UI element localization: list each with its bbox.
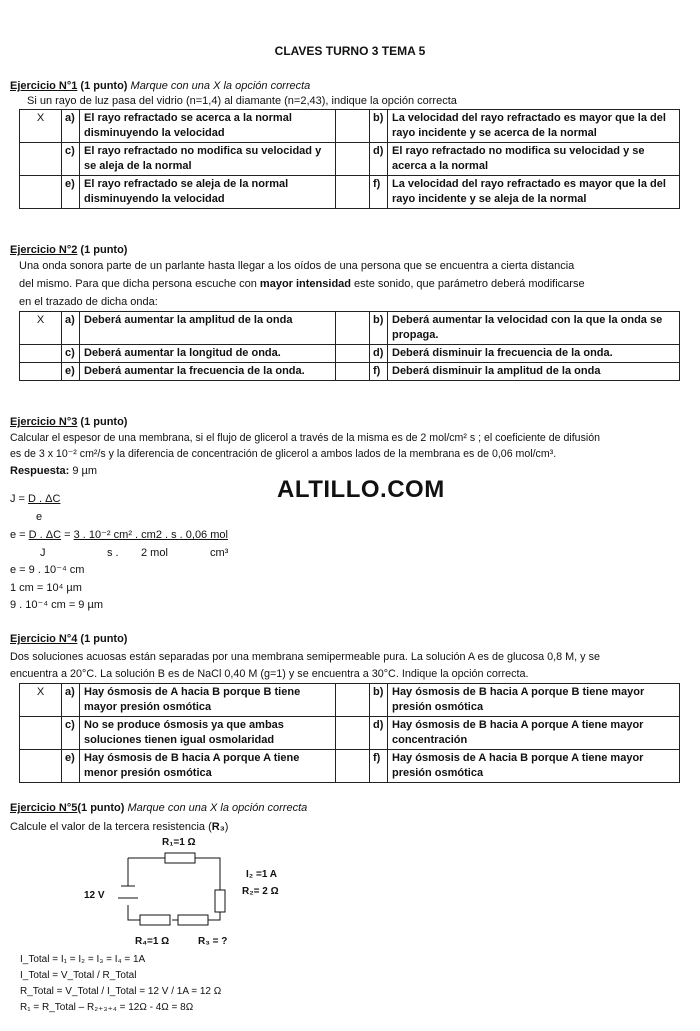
- formula-numerator: 3 . 10⁻² cm² . cm2 . s . 0,06 mol: [73, 529, 228, 541]
- exercise-1-points: (1 punto): [77, 80, 131, 92]
- option-text: Hay ósmosis de B hacia A porque A tiene mayor concentración: [388, 717, 680, 750]
- exercise-5-heading: [10, 802, 307, 814]
- text-fragment: ): [224, 821, 229, 833]
- label-r4: R₄=1 Ω: [135, 936, 170, 947]
- option-text: La velocidad del rayo refractado es mayor que la del rayo incidente y se acerca de la normal: [388, 110, 680, 143]
- option-letter: e): [62, 750, 80, 783]
- answer-mark-cell[interactable]: [336, 750, 370, 783]
- emphasis-text: mayor intensidad: [259, 278, 351, 290]
- formula-flux-denominator: e: [36, 511, 43, 523]
- answer-mark-cell[interactable]: [336, 717, 370, 750]
- options-row: [20, 143, 680, 176]
- answer-value: 9 µm: [69, 465, 98, 477]
- exercise-1-options-table: [19, 109, 680, 209]
- option-letter: d): [370, 717, 388, 750]
- result-line-3: 9 . 10⁻⁴ cm = 9 µm: [10, 599, 103, 611]
- answer-mark-cell[interactable]: [336, 312, 370, 345]
- option-text: Hay ósmosis de A hacia B porque B tiene mayor presión osmótica: [80, 684, 336, 717]
- wire: [128, 905, 140, 920]
- text-fragment: del mismo. Para que dicha persona escuche con: [19, 278, 260, 290]
- formula-flux: [10, 491, 60, 508]
- answer-mark-cell[interactable]: [20, 345, 62, 363]
- label-i2: I₂ =1 A: [246, 869, 278, 880]
- formula-thickness: [10, 527, 228, 544]
- exercise-1-number: Ejercicio N°1: [10, 80, 78, 92]
- answer-mark-cell[interactable]: [20, 363, 62, 381]
- option-text: El rayo refractado no modifica su velocidad y se acerca a la normal: [388, 143, 680, 176]
- solution-line-1: I_Total = I₁ = I₂ = I₃ = I₄ = 1A: [20, 954, 146, 965]
- option-text: Deberá disminuir la frecuencia de la onda.: [388, 345, 680, 363]
- result-line-1: e = 9 . 10⁻⁴ cm: [10, 564, 85, 576]
- option-letter: e): [62, 176, 80, 209]
- option-text: El rayo refractado se acerca a la normal disminuyendo la velocidad: [80, 110, 336, 143]
- exercise-4-heading: [10, 633, 127, 645]
- answer-mark-cell[interactable]: [336, 684, 370, 717]
- exercise-3-answer: [10, 463, 97, 480]
- solution-line-2: I_Total = V_Total / R_Total: [20, 970, 137, 981]
- option-text: El rayo refractado no modifica su velocidad y se aleja de la normal: [80, 143, 336, 176]
- resistor-r2: [215, 890, 225, 912]
- option-text: Hay ósmosis de B hacia A porque B tiene mayor presión osmótica: [388, 684, 680, 717]
- option-text: No se produce ósmosis ya que ambas soluciones tienen igual osmolaridad: [80, 717, 336, 750]
- options-row: [20, 717, 680, 750]
- option-letter: d): [370, 345, 388, 363]
- formula-part: =: [61, 529, 74, 541]
- label-voltage: 12 V: [84, 890, 105, 901]
- answer-mark-cell[interactable]: [20, 143, 62, 176]
- label-r3: R₃ = ?: [198, 936, 228, 947]
- answer-mark-cell[interactable]: [336, 176, 370, 209]
- option-text: El rayo refractado se aleja de la normal disminuyendo la velocidad: [80, 176, 336, 209]
- option-text: Hay ósmosis de B hacia A porque A tiene menor presión osmótica: [80, 750, 336, 783]
- exercise-3-number: Ejercicio N°3: [10, 416, 78, 428]
- answer-mark-cell[interactable]: [20, 176, 62, 209]
- option-letter: f): [370, 176, 388, 209]
- formula-denominator-mol: 2 mol: [141, 547, 168, 559]
- emphasis-text: R₃: [211, 821, 225, 833]
- option-text: Deberá disminuir la amplitud de la onda: [388, 363, 680, 381]
- exercise-4-text-line-2: encuentra a 20°C. La solución B es de NaCl 0,40 M (g=1) y se encuentra a 30°C. Indique la opción correcta.: [10, 668, 529, 680]
- formula-numerator: D . ΔC: [28, 493, 61, 505]
- option-letter: e): [62, 363, 80, 381]
- option-letter: f): [370, 750, 388, 783]
- option-text: Deberá aumentar la amplitud de la onda: [80, 312, 336, 345]
- exercise-2-text-line-2: [19, 276, 585, 293]
- wire: [195, 858, 220, 890]
- exercise-3-heading: [10, 416, 127, 428]
- answer-mark-cell[interactable]: [20, 750, 62, 783]
- option-text: La velocidad del rayo refractado es mayor que la del rayo incidente y se aleja de la normal: [388, 176, 680, 209]
- option-letter: c): [62, 717, 80, 750]
- options-row: [20, 345, 680, 363]
- answer-label: Respuesta:: [10, 465, 70, 477]
- answer-mark-cell[interactable]: [20, 717, 62, 750]
- formula-part: e =: [10, 529, 29, 541]
- exercise-2-points: (1 punto): [77, 244, 128, 256]
- page-title: CLAVES TURNO 3 TEMA 5: [274, 44, 426, 58]
- option-letter: d): [370, 143, 388, 176]
- answer-mark-cell[interactable]: [336, 143, 370, 176]
- option-letter: b): [370, 312, 388, 345]
- options-row: [20, 110, 680, 143]
- exercise-3-points: (1 punto): [77, 416, 128, 428]
- answer-mark-cell[interactable]: [336, 363, 370, 381]
- exercise-4-options-table: [19, 683, 680, 783]
- options-row: [20, 363, 680, 381]
- options-row: [20, 176, 680, 209]
- resistor-r4: [140, 915, 170, 925]
- answer-mark-cell[interactable]: X: [20, 684, 62, 717]
- text-fragment: Calcule el valor de la tercera resistencia (: [10, 821, 212, 833]
- exercise-4-text-line-1: Dos soluciones acuosas están separadas por una membrana semipermeable pura. La solución A es de glucosa 0,8 M, y se: [10, 651, 600, 663]
- option-text: Deberá aumentar la longitud de onda.: [80, 345, 336, 363]
- option-letter: c): [62, 345, 80, 363]
- text-fragment: este sonido, que parámetro deberá modificarse: [351, 278, 585, 290]
- formula-numerator: D . ΔC: [28, 529, 62, 541]
- answer-mark-cell[interactable]: X: [20, 312, 62, 345]
- resistor-r1: [165, 853, 195, 863]
- exercise-1-heading: [10, 80, 310, 92]
- options-row: [20, 312, 680, 345]
- exercise-3-text-line-2: es de 3 x 10⁻² cm²/s y la diferencia de concentración de glicerol a ambos lados de la membrana es de 0,06 mol/cm³.: [10, 448, 557, 460]
- solution-line-4: R₁ = R_Total – R₂₊₃₊₄ = 12Ω - 4Ω = 8Ω: [20, 1002, 194, 1013]
- exercise-2-text-line-3: en el trazado de dicha onda:: [19, 296, 158, 308]
- formula-denominator-j: J: [40, 547, 46, 559]
- exercise-2-options-table: [19, 311, 680, 381]
- exercise-1-question: Si un rayo de luz pasa del vidrio (n=1,4) al diamante (n=2,43), indique la opción correcta: [27, 95, 457, 107]
- options-row: [20, 684, 680, 717]
- label-r1: R₁=1 Ω: [162, 837, 196, 848]
- label-r2: R₂= 2 Ω: [242, 886, 279, 897]
- exercise-5-number: Ejercicio N°5: [10, 802, 78, 814]
- answer-mark-cell[interactable]: [336, 110, 370, 143]
- exercise-2-heading: [10, 244, 127, 256]
- exercise-5-points: (1 punto): [77, 802, 128, 814]
- solution-line-3: R_Total = V_Total / I_Total = 12 V / 1A = 12 Ω: [20, 986, 222, 997]
- option-letter: a): [62, 312, 80, 345]
- option-letter: f): [370, 363, 388, 381]
- option-text: Hay ósmosis de A hacia B porque A tiene mayor presión osmótica: [388, 750, 680, 783]
- options-row: [20, 750, 680, 783]
- wire: [208, 912, 220, 920]
- result-line-2: 1 cm = 10⁴ µm: [10, 582, 82, 594]
- answer-mark-cell[interactable]: [336, 345, 370, 363]
- exercise-5-instruction: Marque con una X la opción correcta: [127, 802, 308, 814]
- formula-part: J =: [10, 493, 29, 505]
- exercise-2-number: Ejercicio N°2: [10, 244, 78, 256]
- option-letter: b): [370, 684, 388, 717]
- formula-denominator-cm3: cm³: [210, 547, 229, 559]
- option-text: Deberá aumentar la frecuencia de la onda.: [80, 363, 336, 381]
- exercise-4-number: Ejercicio N°4: [10, 633, 78, 645]
- exercise-3-text-line-1: Calcular el espesor de una membrana, si el flujo de glicerol a través de la misma es de 2 mol/cm² s ; el coeficiente de difusión: [10, 432, 601, 444]
- option-letter: a): [62, 110, 80, 143]
- option-letter: b): [370, 110, 388, 143]
- site-watermark: ALTILLO.COM: [277, 476, 445, 503]
- exercise-2-text-line-1: Una onda sonora parte de un parlante hasta llegar a los oídos de una persona que se encuentra a cierta distancia: [19, 260, 575, 272]
- exercise-4-points: (1 punto): [77, 633, 128, 645]
- exercise-1-instruction: Marque con una X la opción correcta: [130, 80, 311, 92]
- option-text: Deberá aumentar la velocidad con la que la onda se propaga.: [388, 312, 680, 345]
- option-letter: c): [62, 143, 80, 176]
- answer-mark-cell[interactable]: X: [20, 110, 62, 143]
- formula-denominator-s: s .: [107, 547, 119, 559]
- option-letter: a): [62, 684, 80, 717]
- resistor-r3: [178, 915, 208, 925]
